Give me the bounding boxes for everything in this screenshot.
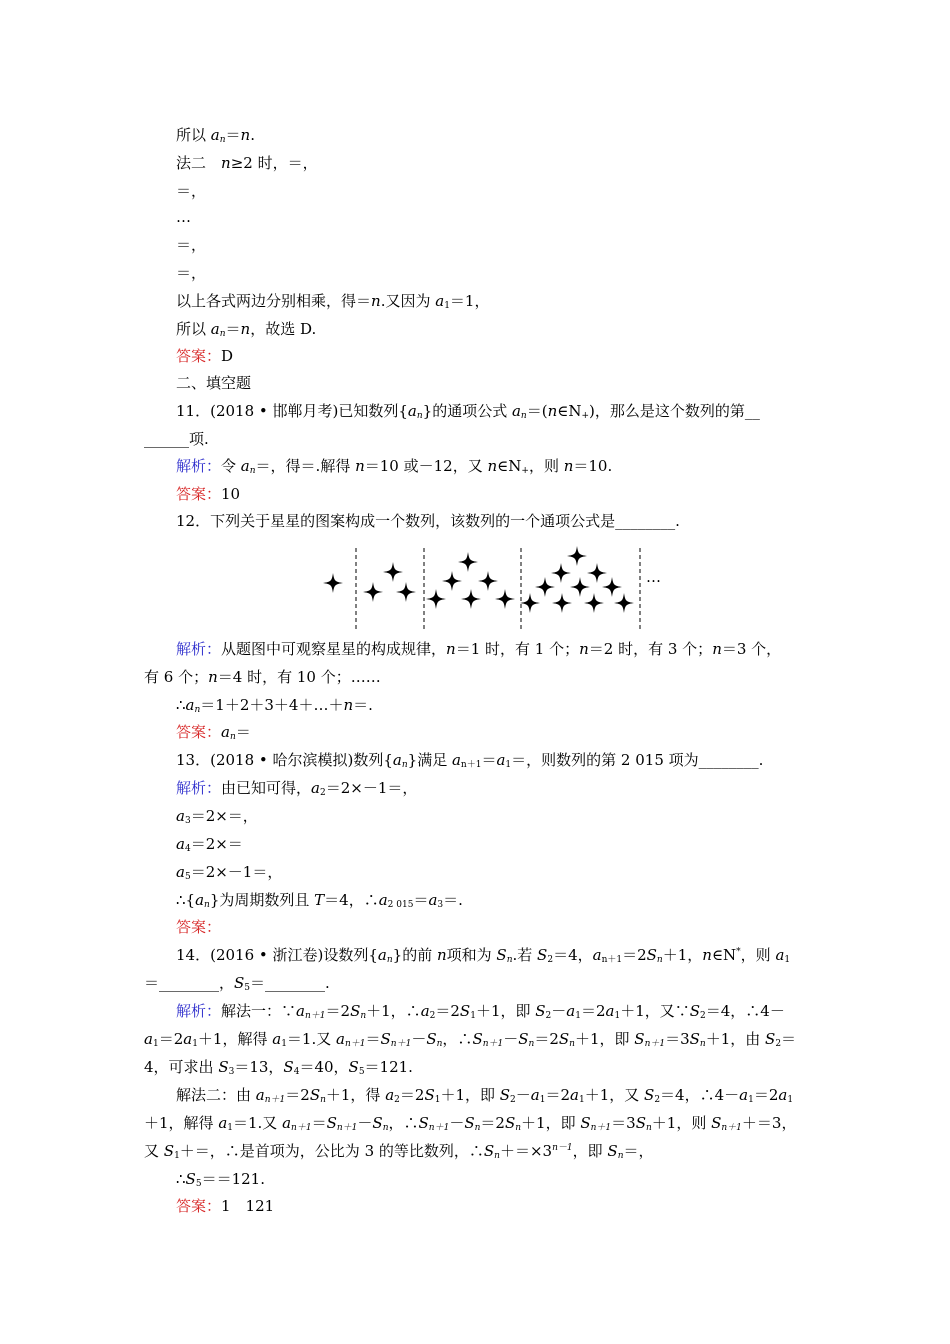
q13-line-period: $\therefore\{a_n\}$为周期数列且 T＝4，$\therefore a_{2 015}=a_3=$.: [176, 891, 463, 910]
prev-line-4: …: [176, 208, 191, 226]
star-icon: [567, 546, 587, 566]
star-icon: [478, 571, 498, 591]
q12-answer: 答案：$a_n=$: [176, 723, 251, 742]
prev-line-6: ＝，: [176, 264, 207, 282]
star-icon: [551, 563, 571, 583]
q11-answer: 答案：10: [176, 485, 241, 503]
prev-line-3: ＝，: [176, 182, 207, 200]
analysis-label: 解析：: [176, 1002, 222, 1020]
answer-label: 答案：: [176, 918, 222, 936]
answer-label: 答案：: [176, 485, 222, 503]
q13-line-a3: $a_3=2\times=$，: [176, 807, 258, 826]
star-icon: [570, 577, 590, 597]
answer-label: 答案：: [176, 347, 222, 365]
q12-line-1: 12．下列关于星星的图案构成一个数列，该数列的一个通项公式是________.: [176, 512, 680, 530]
q14-analysis-3: 4，可求出 $S_3=13$，$S_4=40$，$S_5=121$.: [144, 1058, 413, 1077]
q14-analysis-2: $a_1=2a_1+1$，解得 $a_1=1$.又 $a_{n+1}=S_{n+1}-S_n$，$\therefore S_{n+1}-S_n=2S_n+1$，即 $S_{n+1}=3S_n+1$，由 $S_2=$: [144, 1030, 797, 1049]
figure-ellipsis: …: [646, 568, 661, 586]
star-icon: [363, 582, 383, 602]
q11-line-1: 11．(2018 • 邯郸月考)已知数列$\{a_n\}$的通项公式 $a_n=(n\in N_+)$，那么是这个数列的第__: [176, 402, 760, 421]
star-icon: [461, 589, 481, 609]
q12-analysis-3: $\therefore a_n=1+2+3+4+\dots+n=$.: [176, 696, 373, 715]
prev-answer: 答案：D: [176, 347, 234, 365]
star-icon: [552, 593, 572, 613]
star-icon: [520, 593, 540, 613]
star-icon: [396, 582, 416, 602]
q14-method2-4: $\therefore S_5==121$.: [176, 1170, 265, 1189]
q14-method2-2: ＋1，解得 $a_1=1$.又 $a_{n+1}=S_{n+1}-S_n$，$\therefore S_{n+1}-S_n=2S_n+1$，即 $S_{n+1}=3S_n+1$，则 $S_{n+1}+=3$，: [144, 1114, 797, 1133]
q13-analysis-1: 解析：由已知可得，$a_2=2\times-1=$，: [176, 779, 418, 798]
q12-analysis-2: 有 6 个；n＝4 时，有 10 个；……: [144, 668, 381, 686]
q13-line-a4: $a_4=2\times=$: [176, 835, 243, 854]
q14-method2-1: 解法二：由 $a_{n+1}=2S_n+1$，得 $a_2=2S_1+1$，即 $S_2-a_1=2a_1+1$，又 $S_2=4$，$\therefore 4-a_1=2a_1$: [176, 1086, 794, 1105]
star-icon: [426, 589, 446, 609]
q14-line-1: 14．(2016 • 浙江卷)设数列$\{a_n\}$的前 n项和为 $S_n$.若 $S_2=4$，$a_{n+1}=2S_n+1$，n∈N*，则 $a_1$: [176, 946, 791, 965]
analysis-label: 解析：: [176, 779, 222, 797]
prev-line-1: 所以 $a_n=n$.: [176, 126, 255, 145]
analysis-label: 解析：: [176, 640, 222, 658]
q12-analysis-1: 解析：从题图中可观察星星的构成规律，n＝1 时，有 1 个；n＝2 时，有 3 个；n＝3 个，: [176, 640, 782, 658]
star-icon: [495, 589, 515, 609]
q13-answer: [176, 916, 221, 938]
q13-line-1: 13．(2018 • 哈尔滨模拟)数列$\{a_n\}$满足 $a_{n+1}=a_1=$，则数列的第 2 015 项为________.: [176, 751, 764, 770]
star-icon: [442, 571, 462, 591]
q14-method2-3: 又 $S_1+=$，∴是首项为，公比为 3 的等比数列，$\therefore S_n+=\times 3^{n-1}$，即 $S_n=$，: [144, 1142, 654, 1161]
star-icon: [584, 593, 604, 613]
answer-label: 答案：: [176, 723, 222, 741]
star-icon: [458, 552, 478, 572]
q14-line-2: ＝________，$S_5=\_\_\_\_\_\_\_\_$.: [144, 974, 330, 993]
star-pattern-figure: [300, 540, 670, 634]
star-icon: [614, 593, 634, 613]
q13-line-a5: $a_5=2\times-1=$，: [176, 863, 283, 882]
q11-line-2: ______项.: [144, 430, 209, 448]
answer-label: 答案：: [176, 1197, 222, 1215]
q14-analysis-1: 解析：解法一：$\because a_{n+1}=2S_n+1$，$\therefore a_2=2S_1+1$，即 $S_2-a_1=2a_1+1$，又$\because S_2=4$，∴4－: [176, 1002, 785, 1021]
star-icon: [587, 563, 607, 583]
star-icon: [535, 577, 555, 597]
star-icon: [383, 562, 403, 582]
prev-line-7: 以上各式两边分别相乘，得＝n.又因为 $a_1=1$，: [176, 292, 490, 311]
prev-line-5: ＝，: [176, 236, 207, 254]
prev-line-8: 所以 $a_n=n$，故选 D.: [176, 320, 317, 339]
q14-answer: 答案：1 121: [176, 1197, 275, 1215]
section-title: 二、填空题: [176, 374, 252, 392]
q11-analysis: 解析：令 $a_n=$，得＝.解得 n＝10 或－12，又 $n\in N_+$，则 n＝10.: [176, 457, 613, 476]
star-icon: [602, 577, 622, 597]
prev-line-2: 法二 n≥2 时，＝，: [176, 154, 318, 172]
analysis-label: 解析：: [176, 457, 222, 475]
star-icon: [323, 573, 343, 593]
